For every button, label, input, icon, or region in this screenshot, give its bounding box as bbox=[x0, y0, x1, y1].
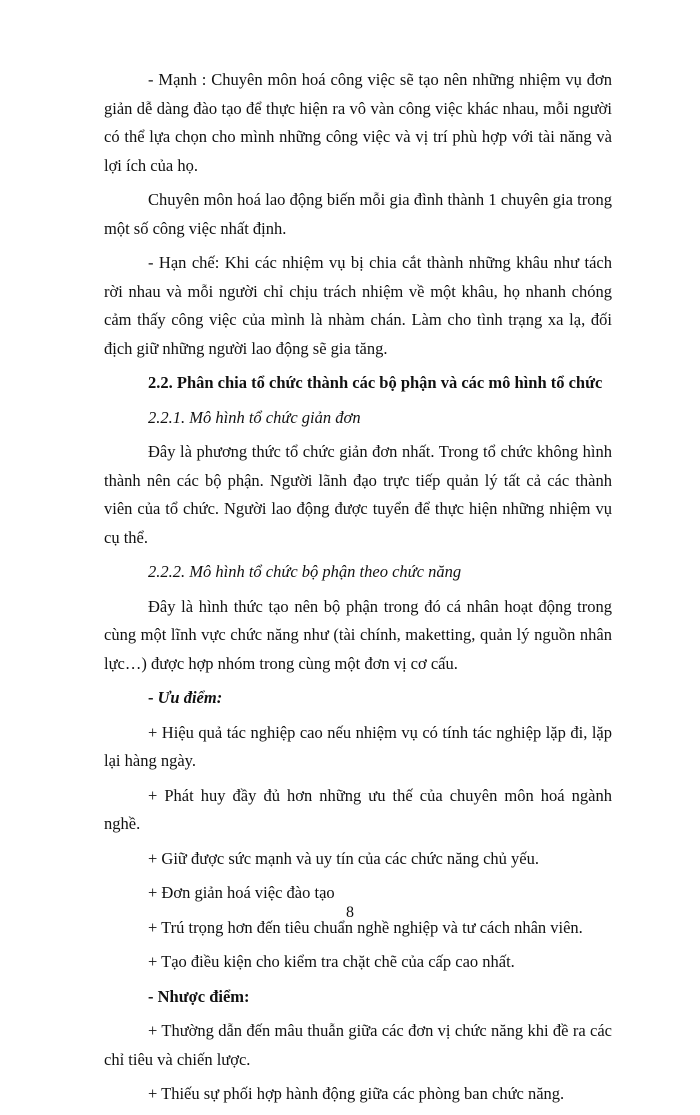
document-body bbox=[104, 66, 612, 1115]
advantage-item: + Hiệu quả tác nghiệp cao nếu nhiệm vụ có tính tác nghiệp lặp đi, lặp lại hàng ngày. bbox=[104, 722, 612, 770]
advantage-item: + Phát huy đầy đủ hơn những ưu thế của chuyên môn hoá ngành nghề. bbox=[104, 785, 612, 833]
advantage-item: + Trú trọng hơn đến tiêu chuẩn nghề nghiệp và tư cách nhân viên. bbox=[148, 917, 583, 937]
subsection-heading-2-2-2: 2.2.2. Mô hình tổ chức bộ phận theo chức năng bbox=[148, 562, 462, 581]
advantages-label-text: Ưu điểm: bbox=[157, 688, 223, 707]
advantages-label bbox=[104, 684, 612, 713]
subsection-heading-2-2-1: 2.2.1. Mô hình tổ chức giản đơn bbox=[148, 407, 361, 427]
disadvantages-label: - Nhược điểm: bbox=[148, 986, 250, 1006]
advantage-item: + Tạo điều kiện cho kiểm tra chặt chẽ của cấp cao nhất. bbox=[148, 952, 515, 971]
page-number: 8 bbox=[346, 904, 354, 921]
advantage-item: + Đơn giản hoá việc đào tạo bbox=[148, 883, 335, 902]
disadvantage-item: + Thiếu sự phối hợp hành động giữa các phòng ban chức năng. bbox=[148, 1084, 565, 1103]
paragraph-functional-model: Đây là hình thức tạo nên bộ phận trong đó cá nhân hoạt động trong cùng một lĩnh vực chức năng như (tài chính, maketting, quản lý nguồn nhân lực…) được hợp nhóm trong cùng một đơn vị cơ cấu. bbox=[104, 596, 612, 673]
advantage-item: + Giữ được sức mạnh và uy tín của các chức năng chủ yếu. bbox=[148, 848, 540, 868]
paragraph-simple-model: Đây là phương thức tổ chức giản đơn nhất. Trong tổ chức không hình thành nên các bộ phận. Người lãnh đạo trực tiếp quản lý tất cả các thành viên của tổ chức. Người lao động được tuyển để thực hiện những nhiệm vụ cụ thể. bbox=[104, 442, 612, 547]
paragraph-limitations: - Hạn chế: Khi các nhiệm vụ bị chia cắt thành những khâu như tách rời nhau và mỗi người chỉ chịu trách nhiệm về một khâu, họ nhanh chóng cảm thấy công việc của mình là nhàm chán. Làm cho tình trạng xa lạ, đối địch giữ những người lao động sẽ gia tăng. bbox=[104, 253, 612, 358]
paragraph-specialization: Chuyên môn hoá lao động biến mỗi gia đình thành 1 chuyên gia trong một số công việc nhất định. bbox=[104, 190, 612, 238]
paragraph-strengths: - Mạnh : Chuyên môn hoá công việc sẽ tạo nên những nhiệm vụ đơn giản dễ dàng đào tạo để thực hiện ra vô vàn công việc khác nhau, mỗi người có thể lựa chọn cho mình những công việc và vị trí phù hợp với tài năng và lợi ích của họ. bbox=[104, 70, 612, 175]
section-heading-2-2: 2.2. Phân chia tổ chức thành các bộ phận và các mô hình tổ chức bbox=[148, 373, 603, 392]
disadvantage-item: + Thường dẫn đến mâu thuẫn giữa các đơn vị chức năng khi đề ra các chỉ tiêu và chiến lược. bbox=[104, 1021, 612, 1069]
advantages-dash: - bbox=[148, 688, 158, 707]
